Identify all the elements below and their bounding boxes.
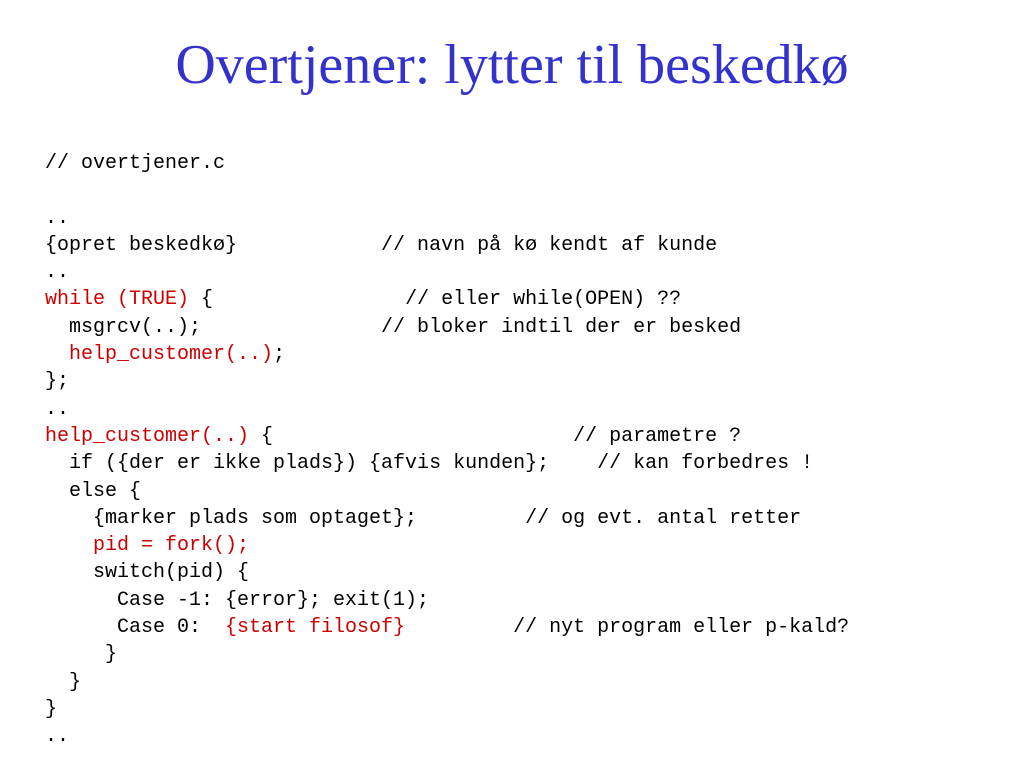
code-highlight: pid = fork();	[93, 534, 250, 558]
code-line	[45, 205, 849, 232]
code-text: }	[45, 643, 118, 667]
code-line	[45, 150, 849, 177]
code-line	[45, 396, 849, 423]
code-text: msgrcv(..); // bloker indtil der er besked	[45, 315, 742, 339]
code-line	[45, 368, 849, 395]
code-block	[45, 150, 849, 751]
code-highlight: while (TRUE)	[45, 288, 190, 312]
code-text: else {	[45, 479, 142, 503]
code-text: ;	[273, 343, 286, 367]
code-line	[45, 559, 849, 586]
code-text: ..	[45, 725, 70, 749]
code-text: }	[45, 697, 58, 721]
code-line	[45, 232, 849, 259]
code-text: switch(pid) {	[45, 561, 250, 585]
code-line	[45, 177, 849, 204]
code-text: }	[45, 670, 82, 694]
code-line	[45, 723, 849, 750]
code-line	[45, 341, 849, 368]
code-line	[45, 669, 849, 696]
code-line	[45, 314, 849, 341]
code-text: if ({der er ikke plads}) {afvis kunden}; // kan forbedres !	[45, 452, 814, 476]
code-highlight: help_customer(..)	[69, 343, 274, 367]
code-line	[45, 696, 849, 723]
code-text: ..	[45, 261, 70, 285]
code-text: // nyt program eller p-kald?	[405, 616, 850, 640]
code-text: // overtjener.c	[45, 152, 226, 175]
code-line	[45, 259, 849, 286]
code-text: { // parametre ?	[249, 424, 742, 448]
code-text: {marker plads som optaget}; // og evt. antal retter	[45, 506, 802, 530]
code-text: Case 0:	[45, 616, 226, 640]
code-line	[45, 478, 849, 505]
code-line	[45, 587, 849, 614]
code-text: Case -1: {error}; exit(1);	[45, 588, 430, 612]
code-line	[45, 532, 849, 559]
code-text	[45, 343, 69, 366]
slide-title: Overtjener: lytter til beskedkø	[175, 34, 849, 96]
code-text: };	[45, 370, 70, 394]
code-line	[45, 641, 849, 668]
code-text: { // eller while(OPEN) ??	[189, 288, 682, 312]
code-text	[45, 534, 93, 557]
code-text: {opret beskedkø} // navn på kø kendt af kunde	[45, 233, 718, 257]
code-line	[45, 286, 849, 313]
code-highlight: {start filosof}	[225, 616, 406, 640]
code-highlight: help_customer(..)	[45, 424, 250, 448]
code-line	[45, 423, 849, 450]
code-text: ..	[45, 397, 70, 421]
code-line	[45, 614, 849, 641]
code-line	[45, 505, 849, 532]
code-line	[45, 450, 849, 477]
code-text: ..	[45, 206, 70, 230]
